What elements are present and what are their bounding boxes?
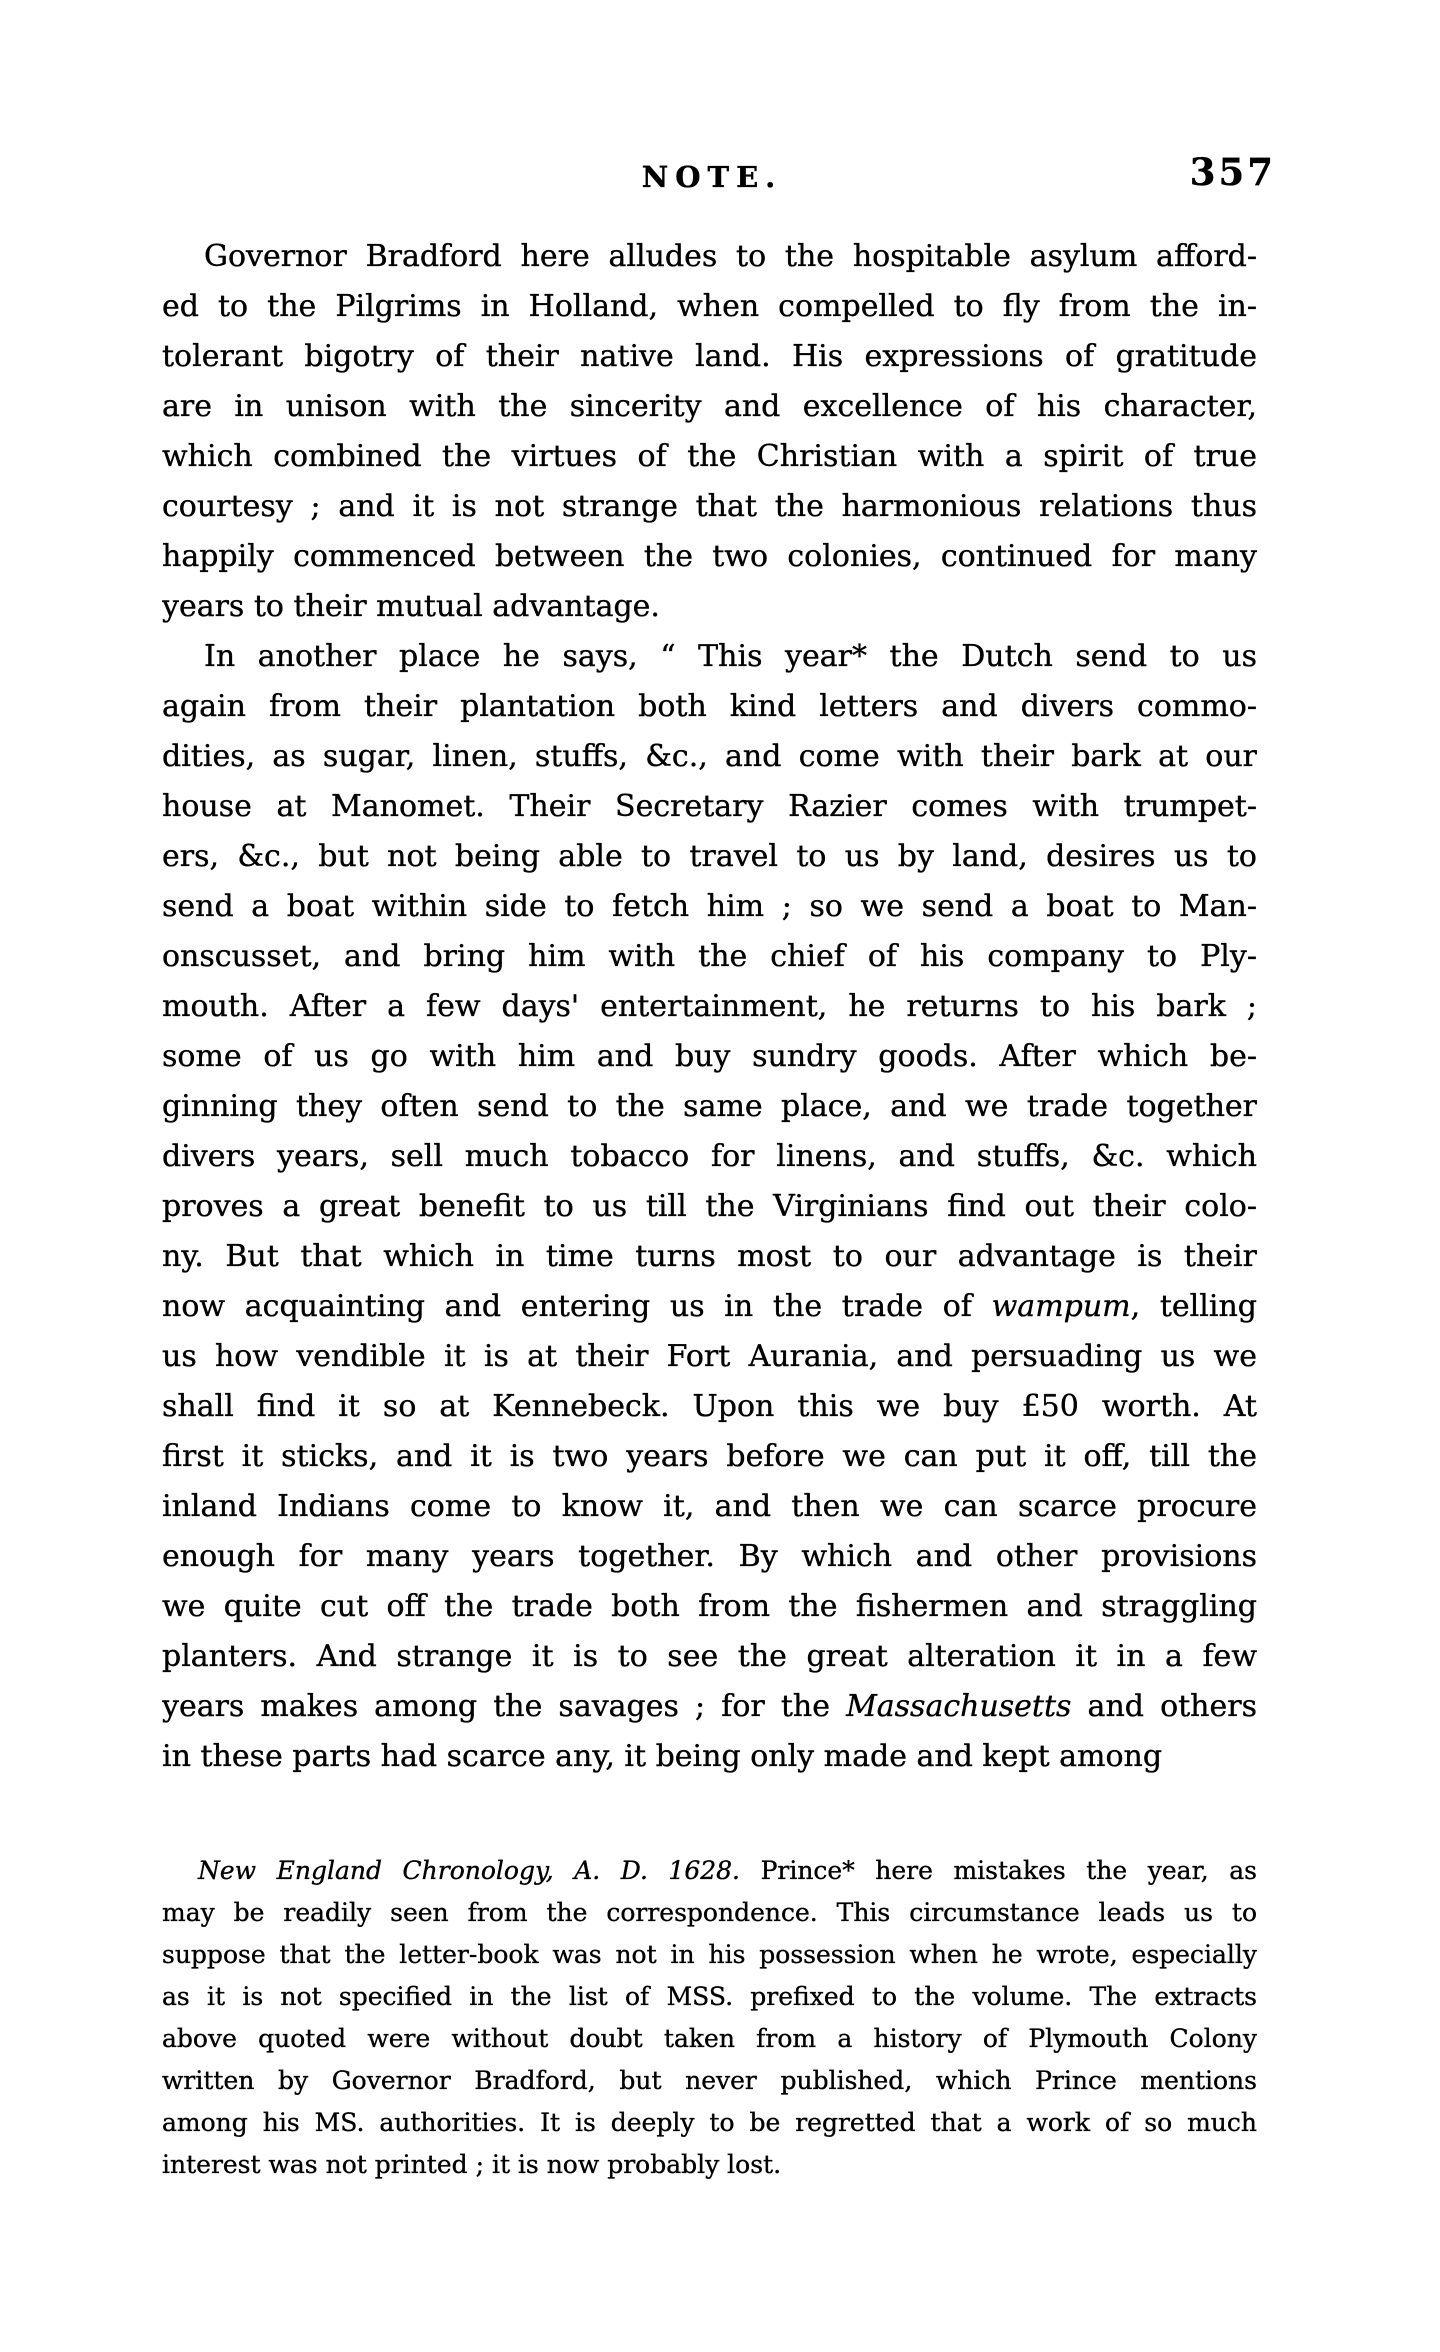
text-line: house at Manomet. Their Secretary Razier comes with trumpet- (162, 789, 1257, 824)
text-line: ginning they often send to the same place, and we trade together (162, 1089, 1257, 1124)
text-line: ers, &c., but not being able to travel to us by land, desires us to (162, 839, 1257, 874)
text-line: shall find it so at Kennebeck. Upon this we buy £50 worth. At (162, 1389, 1257, 1424)
text-line: send a boat within side to fetch him ; so we send a boat to Man- (162, 889, 1257, 924)
paragraph (162, 632, 1257, 1782)
text-line: ed to the Pilgrims in Holland, when compelled to fly from the in- (162, 289, 1257, 324)
text-line: some of us go with him and buy sundry goods. After which be- (162, 1039, 1257, 1074)
text-line: proves a great benefit to us till the Virginians find out their colo- (162, 1189, 1257, 1224)
page-number: 357 (1189, 150, 1276, 194)
text-line: us how vendible it is at their Fort Aurania, and persuading us we (162, 1339, 1257, 1374)
text-line: may be readily seen from the correspondence. This circumstance leads us to (162, 1898, 1257, 1927)
text-line: planters. And strange it is to see the great alteration it in a few (162, 1639, 1257, 1674)
text-line: onscusset, and bring him with the chief of his company to Ply- (162, 939, 1257, 974)
text-line: happily commenced between the two colonies, continued for many (162, 539, 1257, 574)
note-body-text (162, 232, 1257, 1782)
text-line: which combined the virtues of the Christian with a spirit of true (162, 439, 1257, 474)
text-line: interest was not printed ; it is now probably lost. (162, 2150, 782, 2179)
text-line: now acquainting and entering us in the trade of wampum, telling (162, 1289, 1257, 1324)
text-line: inland Indians come to know it, and then we can scarce procure (162, 1489, 1257, 1524)
text-line: tolerant bigotry of their native land. His expressions of gratitude (162, 339, 1257, 374)
text-line: In another place he says, “ This year* the Dutch send to us (204, 639, 1257, 674)
text-line: as it is not specified in the list of MSS. prefixed to the volume. The extracts (162, 1982, 1257, 2011)
page-header (162, 150, 1276, 202)
text-line: enough for many years together. By which and other provisions (162, 1539, 1257, 1574)
text-line: suppose that the letter-book was not in his possession when he wrote, especially (162, 1940, 1257, 1969)
text-line: years to their mutual advantage. (162, 589, 660, 624)
text-line: above quoted were without doubt taken from a history of Plymouth Colony (162, 2024, 1257, 2053)
text-line: divers years, sell much tobacco for linens, and stuffs, &c. which (162, 1139, 1257, 1174)
text-line: are in unison with the sincerity and excellence of his character, (162, 389, 1257, 424)
footnote-text (162, 1850, 1257, 2186)
text-line: New England Chronology, A. D. 1628. Prince* here mistakes the year, as (198, 1856, 1257, 1885)
text-line: dities, as sugar, linen, stuffs, &c., and come with their bark at our (162, 739, 1257, 774)
text-line: in these parts had scarce any, it being only made and kept among (162, 1739, 1163, 1774)
text-line: courtesy ; and it is not strange that the harmonious relations thus (162, 489, 1257, 524)
text-line: among his MS. authorities. It is deeply to be regretted that a work of so much (162, 2108, 1257, 2137)
paragraph (162, 232, 1257, 632)
text-line: again from their plantation both kind letters and divers commo- (162, 689, 1257, 724)
text-line: we quite cut off the trade both from the fishermen and straggling (162, 1589, 1257, 1624)
text-line: years makes among the savages ; for the Massachusetts and others (162, 1689, 1257, 1724)
text-line: mouth. After a few days' entertainment, he returns to his bark ; (162, 989, 1257, 1024)
text-line: Governor Bradford here alludes to the hospitable asylum afford- (204, 239, 1257, 274)
text-line: written by Governor Bradford, but never published, which Prince mentions (162, 2066, 1257, 2095)
text-line: first it sticks, and it is two years before we can put it off, till the (162, 1439, 1257, 1474)
text-line: ny. But that which in time turns most to our advantage is their (162, 1239, 1257, 1274)
section-heading: NOTE. (641, 160, 783, 194)
